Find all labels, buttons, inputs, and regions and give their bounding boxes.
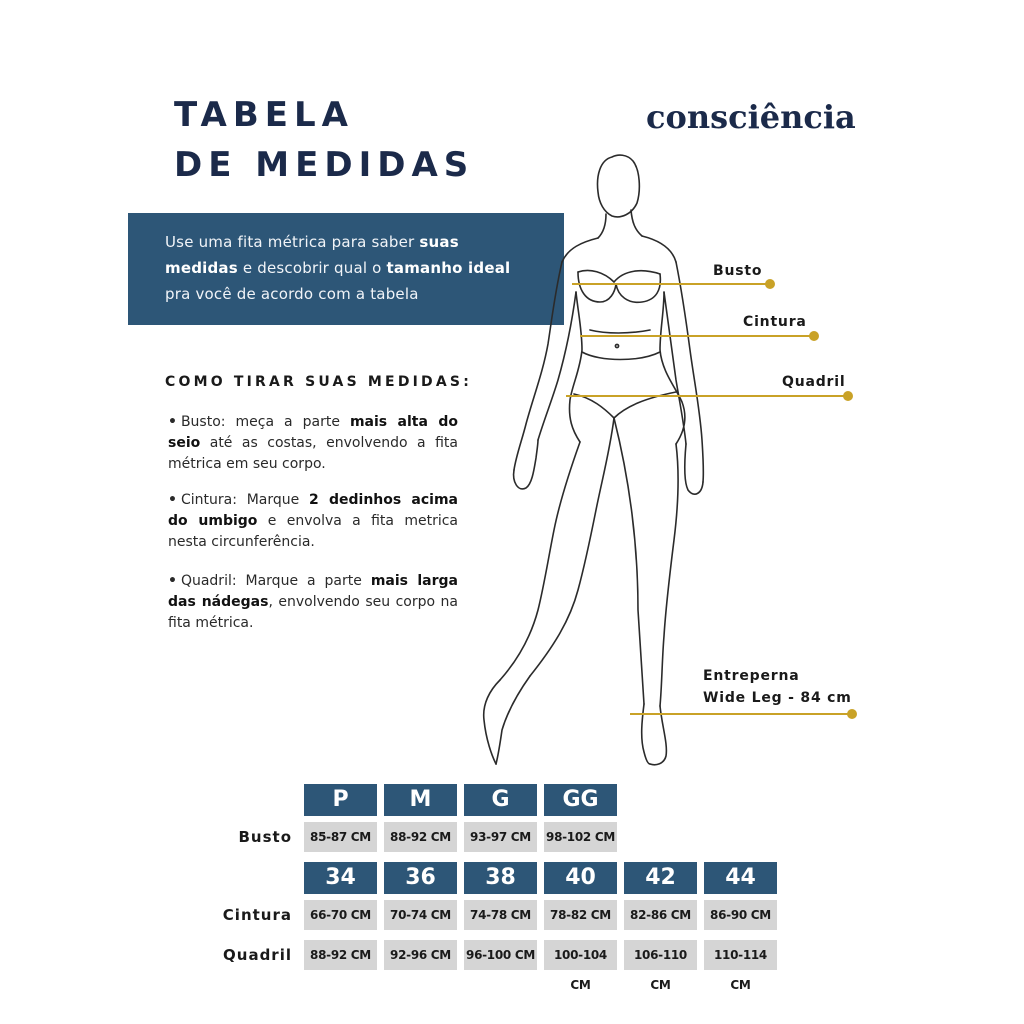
cintura-cell: 78-82 CM <box>544 900 617 930</box>
title-line-2: DE MEDIDAS <box>174 145 475 185</box>
cintura-cell: 86-90 CM <box>704 900 777 930</box>
quadril-cell: 110-114 CM <box>704 940 777 970</box>
cintura-cell: 82-86 CM <box>624 900 697 930</box>
row-label-quadril: Quadril <box>223 946 292 964</box>
row-label-cintura: Cintura <box>222 906 292 924</box>
cintura-label: Cintura <box>743 314 807 330</box>
wide-leg-label: Wide Leg - 84 cm <box>703 690 852 706</box>
cintura-cell: 70-74 CM <box>384 900 457 930</box>
size-head-p: P <box>304 784 377 816</box>
busto-label: Busto <box>713 263 763 279</box>
entreperna-label: Entreperna <box>703 668 800 684</box>
busto-cell: 93-97 CM <box>464 822 537 852</box>
row-label-busto: Busto <box>238 828 292 846</box>
size-head-42: 42 <box>624 862 697 894</box>
busto-cell: 98-102 CM <box>544 822 617 852</box>
brand-logo: consciência <box>646 98 856 136</box>
size-head-38: 38 <box>464 862 537 894</box>
size-head-40: 40 <box>544 862 617 894</box>
how-to-heading: COMO TIRAR SUAS MEDIDAS: <box>165 374 472 390</box>
quadril-cell: 92-96 CM <box>384 940 457 970</box>
title-line-1: TABELA <box>174 95 354 135</box>
quadril-cell: 106-110 CM <box>624 940 697 970</box>
quadril-cell: 88-92 CM <box>304 940 377 970</box>
size-head-36: 36 <box>384 862 457 894</box>
quadril-cell: 100-104 CM <box>544 940 617 970</box>
busto-cell: 85-87 CM <box>304 822 377 852</box>
bullet-busto: • Busto: meça a parte mais alta do seio até as costas, envolvendo a fita métrica em seu corpo. <box>168 414 458 472</box>
cintura-cell: 74-78 CM <box>464 900 537 930</box>
bullet-quadril: • Quadril: Marque a parte mais larga das nádegas, envolvendo seu corpo na fita métrica. <box>168 573 458 631</box>
body-figure-illustration <box>470 150 890 770</box>
size-head-34: 34 <box>304 862 377 894</box>
quadril-cell: 96-100 CM <box>464 940 537 970</box>
size-head-gg: GG <box>544 784 617 816</box>
busto-cell: 88-92 CM <box>384 822 457 852</box>
size-head-44: 44 <box>704 862 777 894</box>
quadril-label: Quadril <box>782 374 846 390</box>
bullet-cintura: • Cintura: Marque 2 dedinhos acima do umbigo e envolva a fita metrica nesta circunferência. <box>168 492 458 550</box>
size-head-g: G <box>464 784 537 816</box>
size-head-m: M <box>384 784 457 816</box>
intro-text: Use uma fita métrica para saber suas medidas e descobrir qual o tamanho ideal pra você de acordo com a tabela <box>165 233 511 303</box>
cintura-cell: 66-70 CM <box>304 900 377 930</box>
